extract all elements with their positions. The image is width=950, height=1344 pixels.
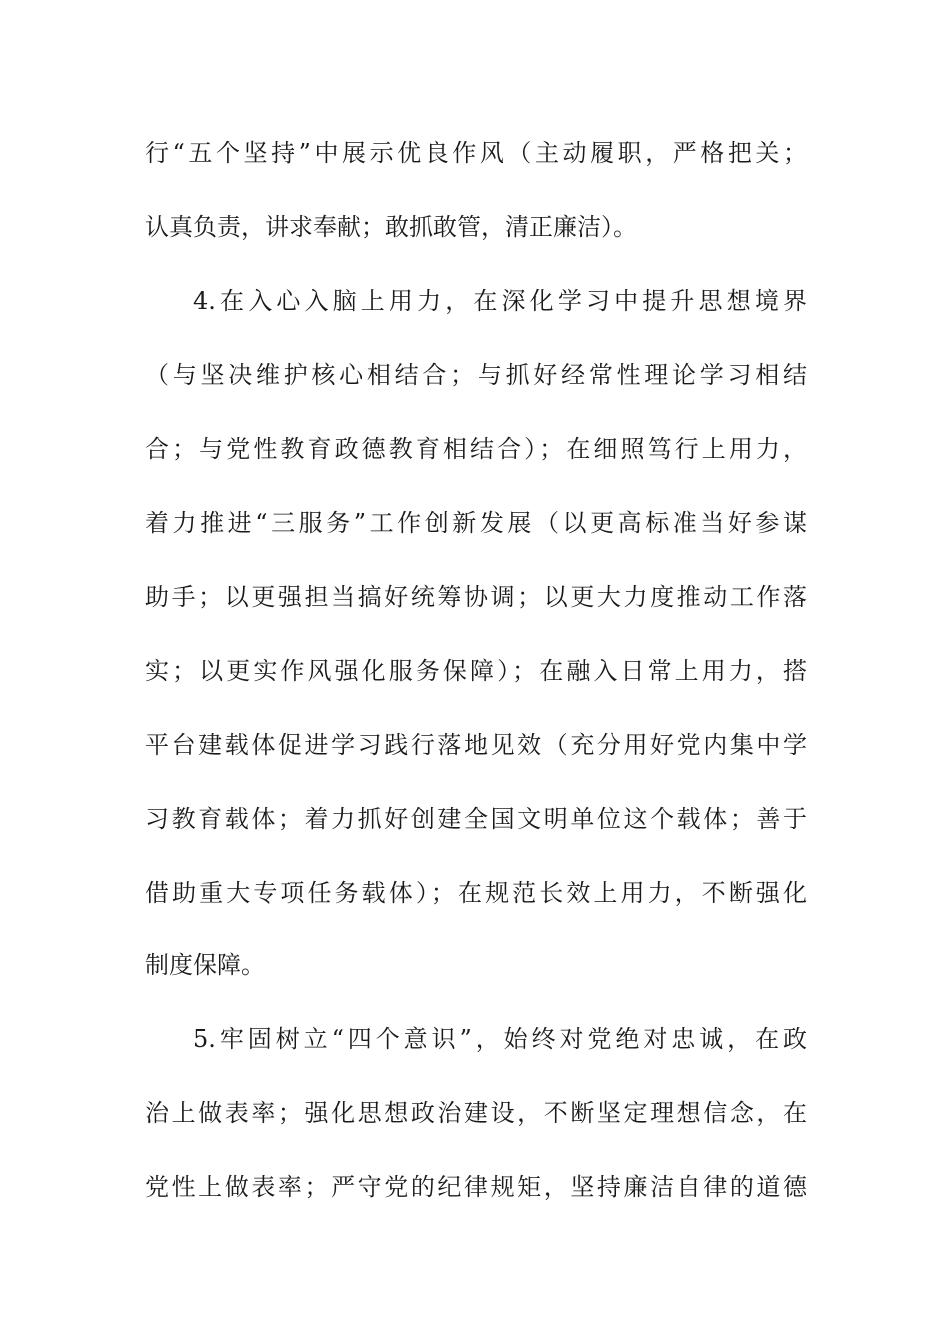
text-line: 合；与党性教育政德教育相结合）；在细照笃行上用力， [145, 435, 807, 463]
text-line: 实；以更实作风强化服务保障）；在融入日常上用力，搭 [145, 657, 807, 685]
text-line: 治上做表率；强化思想政治建设，不断坚定理想信念，在 [145, 1099, 807, 1127]
text-line: 习教育载体；着力抓好创建全国文明单位这个载体；善于 [145, 805, 807, 833]
text-line: 借助重大专项任务载体）；在规范长效上用力，不断强化 [145, 879, 807, 907]
text-line: 制度保障。 [145, 951, 265, 979]
text-line: 党性上做表率；严守党的纪律规矩，坚持廉洁自律的道德 [145, 1173, 807, 1201]
paragraph-5-start: 5.牢固树立“四个意识”，始终对党绝对忠诚，在政 [193, 1025, 807, 1053]
text-line: 助手；以更强担当搞好统筹协调；以更大力度推动工作落 [145, 583, 807, 611]
text-line: （与坚决维护核心相结合；与抓好经常性理论学习相结 [145, 361, 807, 389]
text-line: 认真负责，讲求奉献；敢抓敢管，清正廉洁）。 [145, 213, 637, 241]
paragraph-4-start: 4.在入心入脑上用力，在深化学习中提升思想境界 [193, 287, 807, 315]
text-line: 平台建载体促进学习践行落地见效（充分用好党内集中学 [145, 731, 807, 759]
text-line: 着力推进“三服务”工作创新发展（以更高标准当好参谋 [145, 509, 807, 537]
text-line: 行“五个坚持”中展示优良作风（主动履职，严格把关； [145, 139, 807, 167]
